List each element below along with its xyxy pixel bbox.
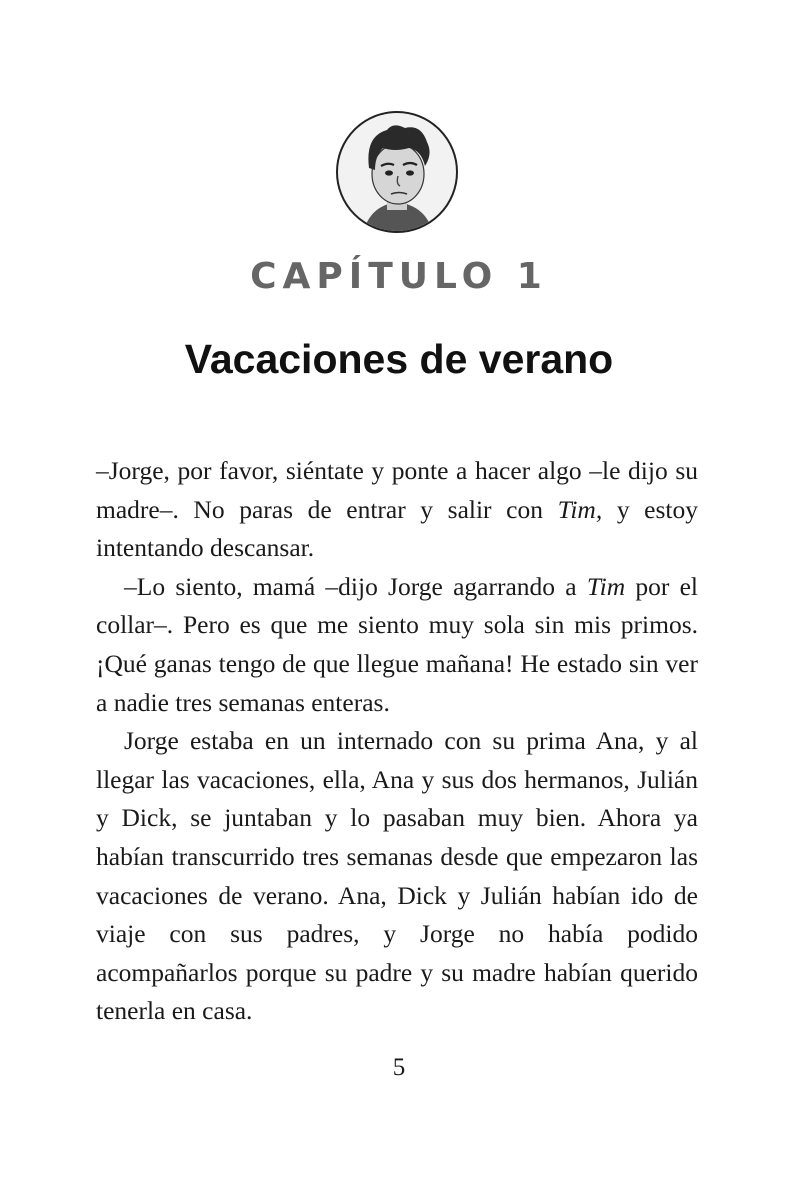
body-paragraph <box>96 452 698 568</box>
paragraph-text: y estoy intentando descansar. <box>96 494 698 563</box>
italic-text: Tim <box>586 571 626 601</box>
italic-text: Tim, <box>557 494 603 524</box>
chapter-title: Vacaciones de verano <box>184 336 614 382</box>
chapter-number: CAPÍTULO 1 <box>250 256 548 297</box>
paragraph-text: por el collar–. Pero es que me siento muy sola sin mis primos. ¡Qué ganas tengo de que llegue mañana! He estado sin ver a nadie tres semanas enteras. <box>96 571 698 717</box>
chapter-body <box>96 452 698 1031</box>
page-number: 5 <box>392 1054 406 1081</box>
paragraph-text: –Lo siento, mamá –dijo Jorge agarrando a <box>124 571 587 601</box>
paragraph-text: Jorge estaba en un internado con su prima Ana, y al llegar las vacaciones, ella, Ana y sus dos hermanos, Julián y Dick, se juntaban y lo pasaban muy bien. Ahora ya habían transcurrido tres semanas desde que empezaron las vacaciones de verano. Ana, Dick y Julián habían ido de viaje con sus padres, y Jorge no había podido acompañarlos porque su padre y su madre habían querido tenerla en casa. <box>96 726 698 1026</box>
paragraph-text: –Jorge, por favor, siéntate y ponte a hacer algo –le dijo su madre–. No paras de entrar y salir con <box>96 456 698 524</box>
body-paragraph <box>96 568 698 722</box>
chapter-portrait-icon <box>335 110 459 234</box>
body-paragraph <box>96 722 698 1031</box>
